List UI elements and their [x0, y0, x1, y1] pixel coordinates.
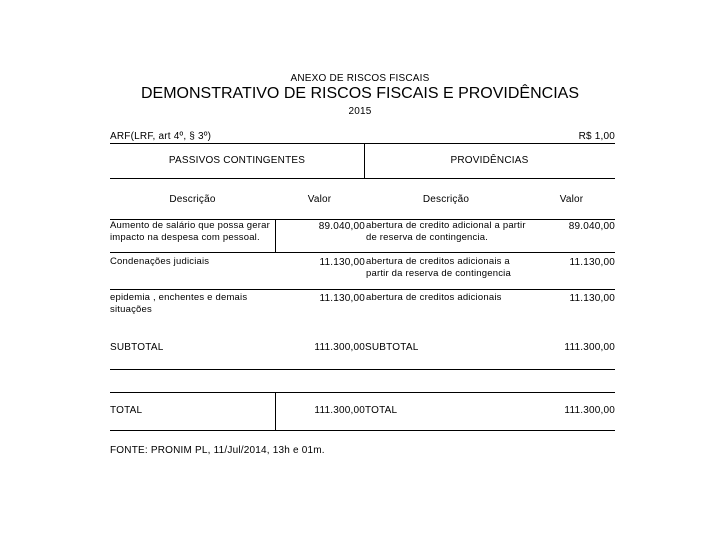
group-header-passivos: PASSIVOS CONTINGENTES [168, 155, 306, 166]
subtotal-valor-right: 111.300,00 [564, 342, 615, 353]
col-header-valor-right: Valor [559, 194, 584, 205]
row-1-rule [110, 252, 615, 253]
subtotal-valor: 111.300,00 [314, 342, 365, 353]
group-header-providencias: PROVIDÊNCIAS [450, 155, 529, 166]
table-row-1-passivo: Aumento de salário que possa gerar impacto na despesa com pessoal. [110, 220, 270, 243]
subtotal-rule [110, 369, 615, 370]
col-header-valor-left: Valor [307, 194, 332, 205]
total-valor-right: 111.300,00 [564, 405, 615, 416]
table-row-3-providencia: abertura de creditos adicionais [366, 292, 502, 303]
reference: ARF(LRF, art 4º, § 3º) [110, 131, 212, 142]
table-top-rule [110, 143, 615, 144]
table-row-1-valor: 89.040,00 [318, 221, 365, 232]
subtotal-label-right: SUBTOTAL [365, 342, 419, 353]
col-header-descricao-right: Descrição [422, 194, 470, 205]
table-row-2-passivo: Condenações judiciais [110, 256, 210, 267]
total-valor: 111.300,00 [314, 405, 365, 416]
year: 2015 [348, 106, 372, 117]
page-title: DEMONSTRATIVO DE RISCOS FISCAIS E PROVIDÊNCIAS [141, 85, 579, 102]
col-header-descricao-left: Descrição [169, 194, 216, 205]
table-row-2-providencia: abertura de creditos adicionais a partir da reserva de contingencia [366, 256, 511, 279]
table-bottom-rule [110, 430, 615, 431]
table-row-1-valor-providencia: 89.040,00 [568, 221, 615, 232]
table-row-2-valor-providencia: 11.130,00 [569, 257, 615, 268]
table-row-1-providencia: abertura de credito adicional a partir de reserva de contingencia. [366, 220, 526, 243]
source-footer: FONTE: PRONIM PL, 11/Jul/2014, 13h e 01m. [110, 445, 325, 456]
pre-total-rule [110, 392, 615, 393]
table-row-3-passivo: epidemia , enchentes e demais situações [110, 292, 248, 315]
total-label-right: TOTAL [365, 405, 398, 416]
total-label: TOTAL [110, 405, 143, 416]
table-row-3-valor-providencia: 11.130,00 [569, 293, 615, 304]
table-row-3-valor: 11.130,00 [319, 293, 365, 304]
group-header-rule [110, 178, 615, 179]
table-row-2-valor: 11.130,00 [319, 257, 365, 268]
unit: R$ 1,00 [578, 131, 615, 142]
row-2-rule [110, 289, 615, 290]
annex-title: ANEXO DE RISCOS FISCAIS [290, 73, 430, 84]
subtotal-label: SUBTOTAL [110, 342, 164, 353]
